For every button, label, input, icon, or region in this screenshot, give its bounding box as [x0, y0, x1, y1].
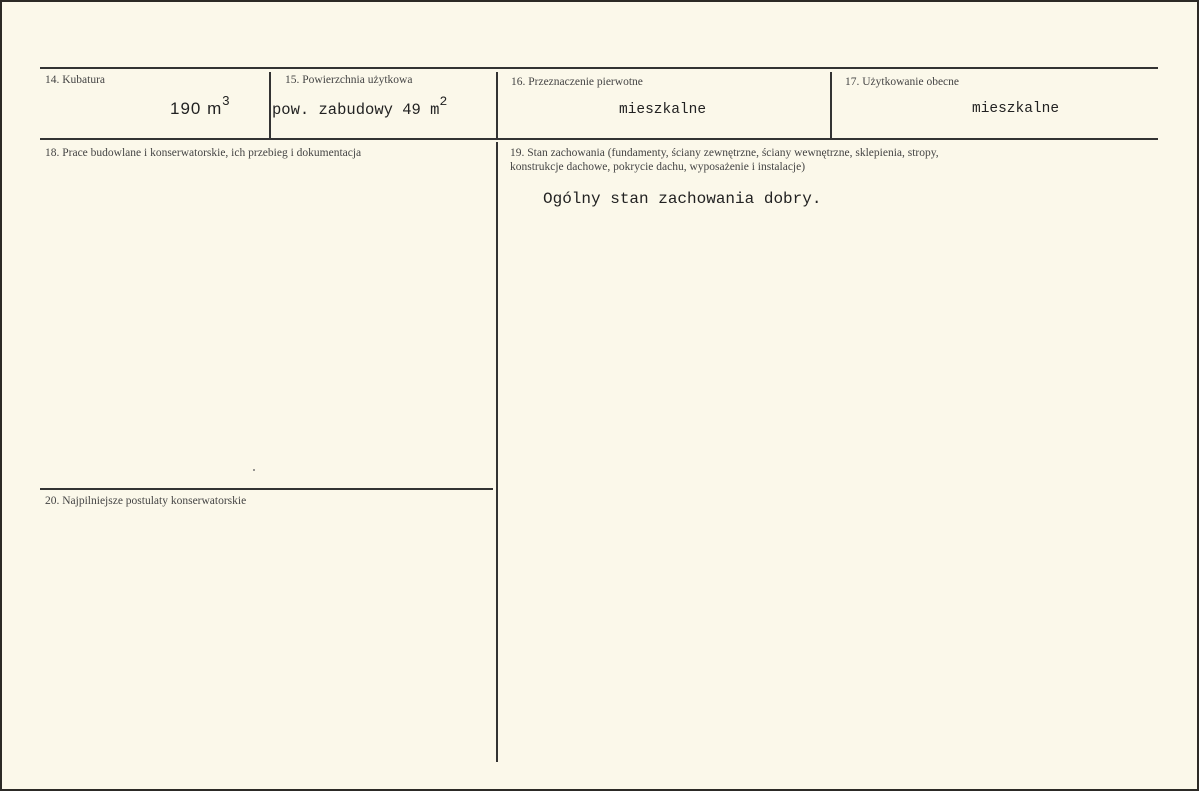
paper-speck [253, 469, 255, 471]
row1-bottom-rule [40, 138, 1158, 140]
divider-15-16 [496, 72, 498, 138]
field-18-label: 18. Prace budowlane i konserwatorskie, ich przebieg i dokumentacja [45, 147, 362, 159]
field-14-value-sup: 3 [222, 93, 231, 108]
field-14-value [170, 93, 231, 119]
field-17-value: mieszkalne [972, 101, 1060, 117]
inventory-card [2, 2, 1197, 789]
divider-14-15 [269, 72, 271, 138]
field-16-value: mieszkalne [619, 102, 707, 118]
field-19-label-line1: 19. Stan zachowania (fundamenty, ściany zewnętrzne, ściany wewnętrzne, sklepienia, stropy, [510, 147, 939, 159]
divider-16-17 [830, 72, 832, 138]
divider-18-19 [496, 142, 498, 762]
field-15-value-text: pow. zabudowy 49 m [272, 101, 440, 119]
field-15-value-sup: 2 [439, 94, 448, 109]
field-20-label: 20. Najpilniejsze postulaty konserwatorskie [45, 495, 247, 507]
field-15-value [272, 94, 448, 119]
field-14-label: 14. Kubatura [45, 74, 106, 86]
field-19-value: Ogólny stan zachowania dobry. [543, 190, 822, 208]
field-17-label: 17. Użytkowanie obecne [845, 76, 960, 88]
divider-18-20 [40, 488, 493, 490]
field-16-label: 16. Przeznaczenie pierwotne [511, 76, 643, 88]
top-rule [40, 67, 1158, 69]
field-14-value-text: 190 m [170, 99, 223, 118]
field-19-label-line2: konstrukcje dachowe, pokrycie dachu, wyposażenie i instalacje) [510, 161, 806, 173]
field-15-label: 15. Powierzchnia użytkowa [285, 74, 413, 86]
